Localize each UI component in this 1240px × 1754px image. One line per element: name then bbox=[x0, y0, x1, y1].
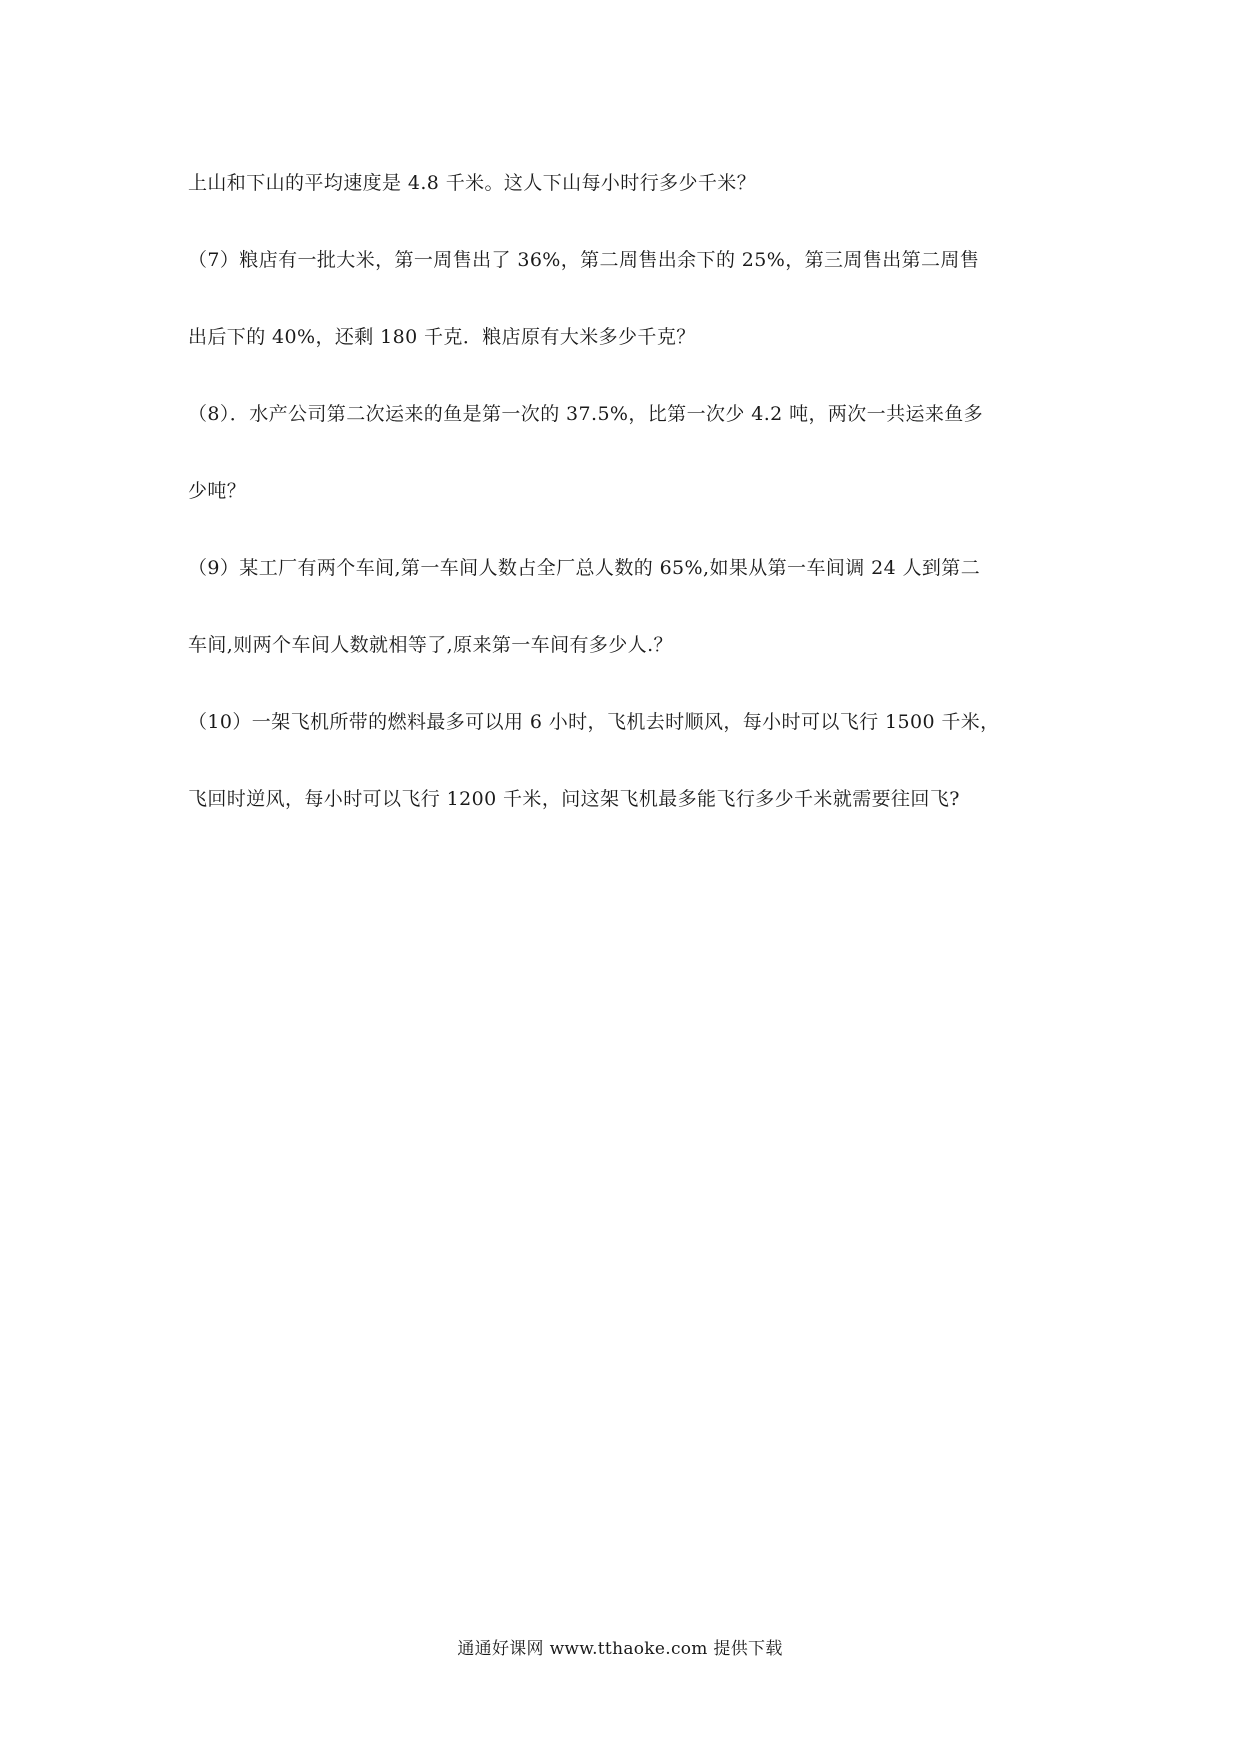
problem-text bbox=[188, 170, 1068, 863]
problem-8-line-1: （8）．水产公司第二次运来的鱼是第一次的 37.5%，比第一次少 4.2 吨，两次一共运来鱼多 bbox=[188, 403, 984, 425]
problem-10-line-1: （10）一架飞机所带的燃料最多可以用 6 小时，飞机去时顺风，每小时可以飞行 1500 千米， bbox=[188, 711, 1000, 733]
text-line: 上山和下山的平均速度是 4.8 千米。这人下山每小时行多少千米？ bbox=[188, 172, 757, 194]
problem-8-line-2: 少吨？ bbox=[188, 480, 247, 502]
problem-7-line-2: 出后下的 40%，还剩 180 千克．粮店原有大米多少千克？ bbox=[188, 326, 696, 348]
page-footer: 通通好课网 www.tthaoke.com 提供下载 bbox=[457, 1639, 783, 1659]
problem-9-line-1: （9）某工厂有两个车间,第一车间人数占全厂总人数的 65%,如果从第一车间调 24 人到第二 bbox=[188, 557, 981, 579]
problem-10-line-2: 飞回时逆风，每小时可以飞行 1200 千米，问这架飞机最多能飞行多少千米就需要往回飞? bbox=[188, 788, 960, 810]
problem-9-line-2: 车间,则两个车间人数就相等了,原来第一车间有多少人.？ bbox=[188, 634, 673, 656]
problem-7-line-1: （7）粮店有一批大米，第一周售出了 36%，第二周售出余下的 25%，第三周售出第二周售 bbox=[188, 249, 980, 271]
